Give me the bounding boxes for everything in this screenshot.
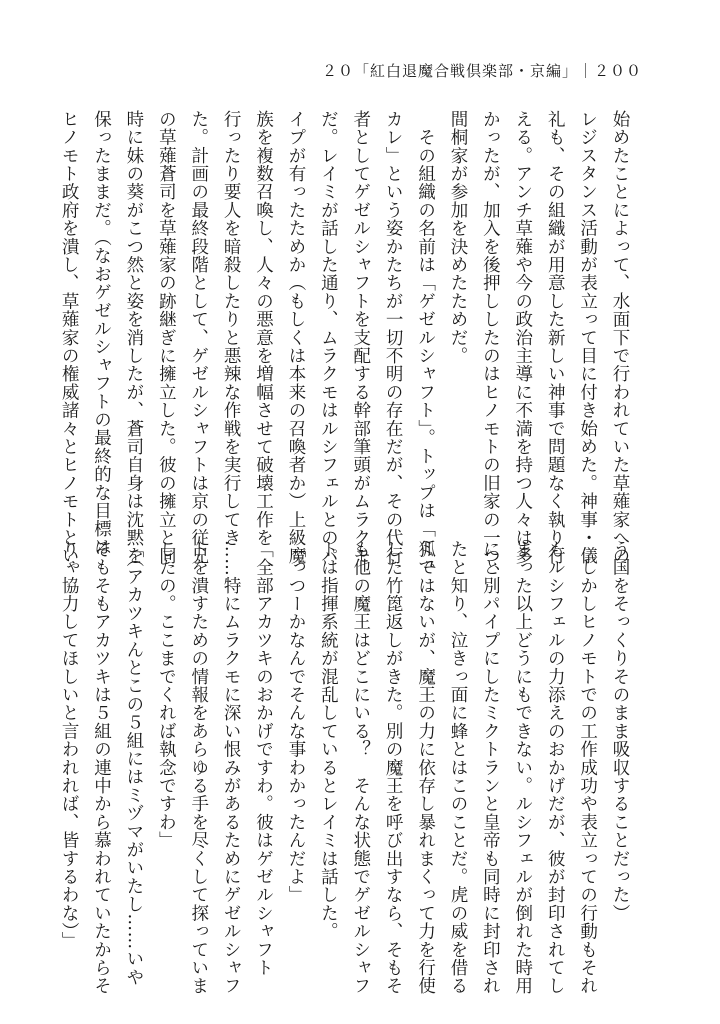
text-line: トを潰すための情報をあらゆる手を尽くして探っていま (188, 540, 209, 995)
text-line: える。アンチ草薙や今の政治主導に不満を持つ人々は多 (512, 110, 533, 565)
text-line: トは指揮系統が混乱しているとレイミは話した。 (318, 540, 339, 941)
text-line: 間桐家が参加を決めたためだ。 (447, 110, 468, 365)
text-line: しかしヒノモトでの工作成功や表立っての行動もそれ (577, 540, 598, 995)
text-line: たと知り、泣きっ面に蜂とはこのことだ。虎の威を借る (447, 540, 468, 995)
text-line: カレ」という姿かたちが一切不明の存在だが、その代行 (383, 110, 404, 565)
text-line: その組織の名前は「ゲゼルシャフト」。トップは「ミュ (415, 110, 436, 575)
text-line: 礼も、その組織が用意した新しい神事で問題なく執り行 (545, 110, 566, 565)
text-line: 族を複数召喚し、人々の悪意を増幅させて破壊工作を (253, 110, 274, 547)
text-line: だ。レイミが話した通り、ムラクモはルシフェルとのパ (318, 110, 339, 565)
text-line: した竹箆返しがきた。別の魔王を呼び出すなら、そもそ (383, 540, 404, 995)
text-line: も他の魔王はどこにいる？ そんな状態でゲゼルシャフ (350, 540, 371, 995)
text-line: ……特にムラクモに深い恨みがあるためにゲゼルシャフ (221, 540, 242, 995)
text-line: かったが、加入を後押ししたのはヒノモトの旧家の一つ、 (480, 110, 501, 584)
text-line: したの。ここまでくれば執念ですわ」 (156, 540, 177, 850)
text-line: う国をそっくりそのまま吸収することだった） (610, 540, 630, 923)
lower-text-block (59, 540, 636, 995)
text-line: ヒノモト政府を潰し、草薙家の権威諸々とヒノモトとい (59, 110, 80, 565)
text-line: イプが有ったためか（もしくは本来の召喚者か）上級魔 (285, 110, 306, 565)
text-line: の草薙蒼司を草薙家の跡継ぎに擁立した。彼の擁立と同 (156, 110, 177, 565)
text-line: 保ったままだ。（なおゲゼルシャフトの最終的な目標は (91, 110, 112, 557)
text-line: 「っつーかなんでそんな事わかったんだよ」 (285, 540, 306, 904)
text-line: まった以上どうにもできない。ルシフェルが倒れた時用 (512, 540, 533, 995)
text-line: 狐ではないが、魔王の力に依存し暴れまくって力を行使 (415, 540, 436, 995)
text-line: 始めたことによって、水面下で行われていた草薙家への (610, 110, 630, 565)
running-header: ２０「紅白退魔合戦倶楽部・京編」｜２００ (321, 62, 642, 80)
text-line: そもそもアカツキは５組の連中から慕われていたからそ (91, 540, 112, 995)
text-line: 時に妹の葵がこつ然と姿を消したが、蒼司自身は沈黙を (123, 110, 144, 565)
text-line: 「全部アカツキのおかげですわ。彼はゲゼルシャフト (253, 540, 274, 977)
text-line: レジスタンス活動が表立って目に付き始めた。神事・儀 (577, 110, 598, 565)
text-line: にと別パイプにしたミクトランと皇帝も同時に封印され (480, 540, 501, 995)
text-line: た。計画の最終段階として、ゲゼルシャフトは京の従兄 (188, 110, 209, 565)
text-line: 者としてゲゼルシャフトを支配する幹部筆頭がムラクモ (350, 110, 371, 565)
upper-text-block (59, 110, 636, 584)
text-line: りゃ協力してほしいと言われれば、皆するわな）」 (59, 540, 80, 950)
text-line: 行ったり要人を暗殺したりと悪辣な作戦を実行してき (221, 110, 242, 547)
text-line: もルシフェルの力添えのおかげだが、彼が封印されてし (545, 540, 566, 995)
text-line: 「（アカツキんとこの５組にはミヅマがいたし……いや (123, 540, 144, 987)
